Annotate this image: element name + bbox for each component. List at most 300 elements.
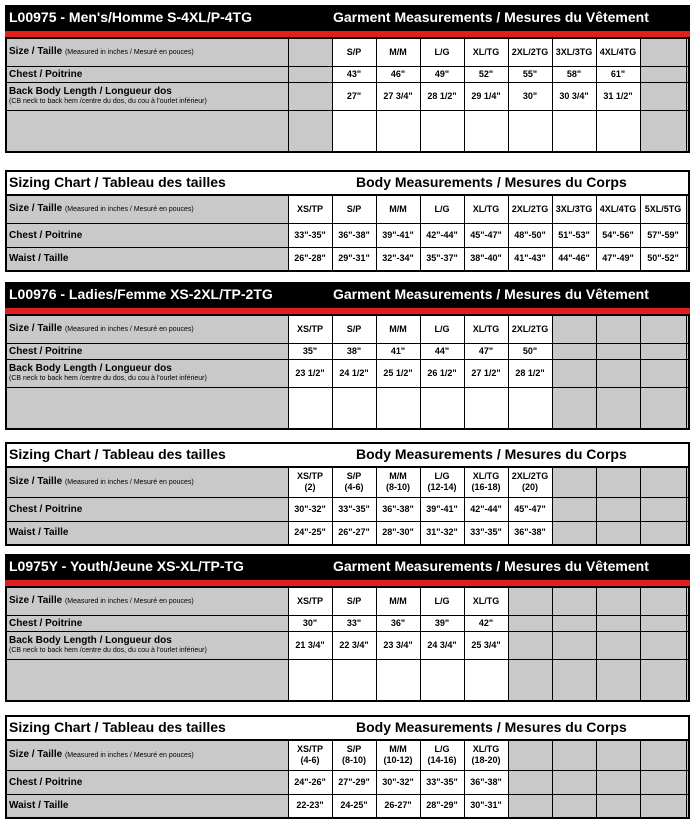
measurement-value — [552, 770, 596, 794]
size-label: Size / Taille — [9, 749, 63, 761]
spacer-cell — [508, 659, 552, 701]
size-header-cell — [420, 587, 464, 615]
measurement-value: 52" — [464, 66, 508, 82]
size-header-cell — [420, 315, 464, 343]
measurement-value: 44"-46" — [552, 247, 596, 271]
size-header-cell — [596, 467, 640, 497]
body-measurement-table — [5, 466, 690, 546]
spacer-cell — [596, 110, 640, 152]
body-measurement-table — [5, 739, 690, 819]
spacer-cell — [508, 110, 552, 152]
measurement-heading: Body Measurements / Mesures du Corps — [356, 446, 627, 462]
measurement-heading: Body Measurements / Mesures du Corps — [356, 174, 627, 190]
measurement-value — [596, 359, 640, 387]
row-label: Waist / Taille — [9, 527, 69, 539]
measurement-value: 41"-43" — [508, 247, 552, 271]
measurement-value: 36"-38" — [376, 497, 420, 521]
size-header-cell — [596, 315, 640, 343]
row-label: Back Body Length / Longueur dos — [9, 635, 172, 646]
measurement-value: 45"-47" — [464, 223, 508, 247]
spacer-row — [6, 659, 689, 701]
size-header-cell — [596, 587, 640, 615]
measurement-value: 43" — [332, 66, 376, 82]
size-range: (10-12) — [383, 755, 413, 766]
measurement-row — [6, 521, 689, 545]
measurement-value — [552, 794, 596, 818]
size-header-cell — [508, 315, 552, 343]
measurement-value: 23 3/4" — [376, 631, 420, 659]
size-name: XS/TP — [296, 323, 323, 334]
size-header-cell — [508, 38, 552, 66]
size-range: (4-6) — [344, 482, 364, 493]
spacer-cell — [464, 110, 508, 152]
spacer-row — [6, 387, 689, 429]
size-range: (20) — [521, 482, 538, 493]
measurement-row — [6, 343, 689, 359]
size-header-cell — [464, 587, 508, 615]
garment-header — [5, 5, 690, 37]
chart-section-garment — [5, 554, 690, 702]
measurement-value: 36" — [376, 615, 420, 631]
measurement-value — [640, 615, 686, 631]
size-name: 4XL/4TG — [599, 46, 637, 57]
measurement-value — [596, 343, 640, 359]
size-header-cell — [376, 315, 420, 343]
measurement-value: 25 3/4" — [464, 631, 508, 659]
size-header-row — [6, 38, 689, 66]
measurement-heading: Garment Measurements / Mesures du Vêtement — [333, 286, 649, 302]
size-header-cell — [640, 587, 686, 615]
size-header-cell — [508, 195, 552, 223]
measurement-value: 42" — [464, 615, 508, 631]
size-header-cell — [552, 467, 596, 497]
measurement-value: 44" — [420, 343, 464, 359]
size-name: M/M — [389, 744, 407, 755]
size-header-cell — [332, 587, 376, 615]
size-name: S/P — [346, 203, 362, 214]
spacer-cell — [640, 110, 686, 152]
measurement-value: 42"-44" — [464, 497, 508, 521]
size-header-cell — [288, 740, 332, 770]
spacer-cell — [686, 387, 689, 429]
measurement-value: 25 1/2" — [376, 359, 420, 387]
spacer-row — [6, 110, 689, 152]
sizing-chart-title: Sizing Chart / Tableau des tailles — [9, 174, 226, 190]
row-label-cell — [6, 521, 288, 545]
row-label-cell — [6, 82, 288, 110]
measurement-value: 30"-32" — [376, 770, 420, 794]
size-name: M/M — [389, 471, 407, 482]
garment-header — [5, 282, 690, 314]
measurement-value: 24 3/4" — [420, 631, 464, 659]
size-header-cell — [332, 740, 376, 770]
spacer-cell — [376, 659, 420, 701]
size-header-cell — [288, 315, 332, 343]
size-header-row — [6, 195, 689, 223]
size-name: XS/TP — [296, 744, 323, 755]
size-name: L/G — [434, 323, 450, 334]
measurement-value — [508, 770, 552, 794]
size-name: L/G — [434, 203, 450, 214]
size-header-row — [6, 467, 689, 497]
measurement-value — [640, 521, 686, 545]
spacer-cell — [420, 387, 464, 429]
empty-cell — [686, 315, 689, 343]
measurement-value: 27 3/4" — [376, 82, 420, 110]
spacer-cell — [332, 659, 376, 701]
measurement-value: 33" — [332, 615, 376, 631]
measurement-value: 35"-37" — [420, 247, 464, 271]
measurement-value — [552, 343, 596, 359]
size-header-cell — [464, 195, 508, 223]
empty-cell — [686, 82, 689, 110]
row-label-cell — [6, 247, 288, 271]
size-header-cell — [552, 587, 596, 615]
measurement-value: 31"-32" — [420, 521, 464, 545]
measurement-value: 41" — [376, 343, 420, 359]
size-name: XS/TP — [296, 203, 323, 214]
size-name: M/M — [389, 46, 407, 57]
size-name: XL/TG — [472, 744, 500, 755]
measurement-value: 30"-32" — [288, 497, 332, 521]
size-header-cell — [464, 38, 508, 66]
spacer-cell — [376, 387, 420, 429]
size-name: 2XL/2TG — [511, 323, 549, 334]
measurement-value — [596, 615, 640, 631]
measurement-value: 31 1/2" — [596, 82, 640, 110]
size-label: Size / Taille — [9, 46, 63, 58]
measurement-value: 30"-31" — [464, 794, 508, 818]
sizing-chart-title: Sizing Chart / Tableau des tailles — [9, 719, 226, 735]
size-range: (8-10) — [385, 482, 410, 493]
size-note: (Measured in inches / Mesuré en pouces) — [64, 752, 194, 760]
row-label-cell — [6, 794, 288, 818]
spacer-cell — [420, 659, 464, 701]
measurement-value: 26"-28" — [288, 247, 332, 271]
measurement-value — [552, 631, 596, 659]
spacer-cell — [686, 659, 689, 701]
measurement-value — [640, 343, 686, 359]
measurement-value: 27 1/2" — [464, 359, 508, 387]
measurement-value: 39"-41" — [420, 497, 464, 521]
size-label-cell — [6, 38, 288, 66]
size-note: (Measured in inches / Mesuré en pouces) — [64, 49, 194, 57]
size-header-cell — [640, 195, 686, 223]
empty-cell — [686, 497, 689, 521]
measurement-value: 30" — [508, 82, 552, 110]
measurement-value: 26"-27" — [332, 521, 376, 545]
measurement-value: 30" — [288, 615, 332, 631]
measurement-value: 24-25" — [332, 794, 376, 818]
size-name: M/M — [389, 595, 407, 606]
size-header-cell — [508, 587, 552, 615]
empty-cell — [686, 587, 689, 615]
size-note: (Measured in inches / Mesuré en pouces) — [64, 206, 194, 214]
row-label: Waist / Taille — [9, 800, 69, 812]
spacer-cell — [596, 387, 640, 429]
chart-section-body — [5, 442, 690, 546]
size-label-cell — [6, 740, 288, 770]
chart-section-garment — [5, 5, 690, 153]
measurement-value: 51"-53" — [552, 223, 596, 247]
measurement-row — [6, 615, 689, 631]
empty-cell — [686, 740, 689, 770]
measurement-value: 36"-38" — [508, 521, 552, 545]
measurement-value: 26 1/2" — [420, 359, 464, 387]
empty-cell — [686, 467, 689, 497]
size-header-row — [6, 587, 689, 615]
measurement-value — [596, 770, 640, 794]
row-note: (CB neck to back hem /centre du dos, du cou à l'ourlet inférieur) — [9, 647, 207, 654]
measurement-value — [640, 631, 686, 659]
measurement-value — [596, 497, 640, 521]
measurement-value: 28 1/2" — [420, 82, 464, 110]
measurement-value: 38" — [332, 343, 376, 359]
measurement-row — [6, 66, 689, 82]
size-header-cell — [552, 740, 596, 770]
measurement-value — [508, 615, 552, 631]
spacer-cell — [552, 387, 596, 429]
measurement-heading: Body Measurements / Mesures du Corps — [356, 719, 627, 735]
row-label-cell — [6, 615, 288, 631]
measurement-value — [288, 66, 332, 82]
sizing-chart-title: Sizing Chart / Tableau des tailles — [9, 446, 226, 462]
spacer-cell — [464, 659, 508, 701]
measurement-value — [640, 794, 686, 818]
empty-cell — [686, 631, 689, 659]
size-name: 4XL/4TG — [599, 203, 637, 214]
style-title: L00975 - Men's/Homme S-4XL/P-4TG — [9, 9, 252, 25]
size-header-cell — [640, 315, 686, 343]
row-label: Chest / Poitrine — [9, 617, 83, 629]
size-range: (18-20) — [471, 755, 501, 766]
measurement-value: 29 1/4" — [464, 82, 508, 110]
spacer-cell — [332, 110, 376, 152]
measurement-value: 57"-59" — [640, 223, 686, 247]
size-header-cell — [640, 740, 686, 770]
size-name: 5XL/5TG — [644, 203, 682, 214]
size-name: XS/TP — [296, 595, 323, 606]
size-header-cell — [420, 467, 464, 497]
spacer-cell — [552, 110, 596, 152]
size-name: 2XL/2TG — [511, 203, 549, 214]
size-header-cell — [508, 467, 552, 497]
row-label-cell — [6, 66, 288, 82]
size-header-cell — [288, 467, 332, 497]
spacer-cell — [640, 659, 686, 701]
measurement-value: 50"-52" — [640, 247, 686, 271]
row-label: Chest / Poitrine — [9, 776, 83, 788]
size-range: (4-6) — [300, 755, 320, 766]
size-label-cell — [6, 315, 288, 343]
style-title: L00976 - Ladies/Femme XS-2XL/TP-2TG — [9, 286, 273, 302]
measurement-value: 61" — [596, 66, 640, 82]
size-name: L/G — [434, 46, 450, 57]
size-header-cell — [420, 38, 464, 66]
empty-cell — [686, 247, 689, 271]
row-note: (CB neck to back hem /centre du dos, du cou à l'ourlet inférieur) — [9, 98, 207, 105]
measurement-value — [552, 359, 596, 387]
measurement-row — [6, 770, 689, 794]
size-label: Size / Taille — [9, 203, 63, 215]
size-note: (Measured in inches / Mesuré en pouces) — [64, 598, 194, 606]
size-header-cell — [332, 315, 376, 343]
body-header — [5, 715, 690, 739]
spacer-cell — [288, 110, 332, 152]
size-name: L/G — [434, 471, 450, 482]
garment-measurement-table — [5, 37, 690, 153]
size-range: (16-18) — [471, 482, 501, 493]
size-name: XL/TG — [472, 46, 500, 57]
measurement-value: 48"-50" — [508, 223, 552, 247]
size-name: L/G — [434, 595, 450, 606]
size-header-cell — [596, 38, 640, 66]
size-name: XL/TG — [472, 595, 500, 606]
spacer-cell — [552, 659, 596, 701]
size-header-cell — [552, 315, 596, 343]
size-name: 2XL/2TG — [511, 46, 549, 57]
spacer-cell — [508, 387, 552, 429]
measurement-value: 49" — [420, 66, 464, 82]
spacer-cell — [376, 110, 420, 152]
row-label: Chest / Poitrine — [9, 68, 83, 80]
empty-cell — [686, 38, 689, 66]
chart-section-body — [5, 170, 690, 272]
measurement-value: 39"-41" — [376, 223, 420, 247]
size-label: Size / Taille — [9, 476, 63, 488]
measurement-value — [640, 82, 686, 110]
size-range: (14-16) — [427, 755, 457, 766]
body-header — [5, 170, 690, 194]
spacer-cell — [420, 110, 464, 152]
measurement-value: 36"-38" — [332, 223, 376, 247]
size-header-cell — [640, 467, 686, 497]
row-label-cell — [6, 223, 288, 247]
measurement-value — [596, 631, 640, 659]
size-name: XL/TG — [472, 323, 500, 334]
measurement-value — [596, 794, 640, 818]
size-header-cell — [332, 467, 376, 497]
row-label: Chest / Poitrine — [9, 503, 83, 515]
spacer-cell — [596, 659, 640, 701]
size-header-cell — [508, 740, 552, 770]
measurement-value: 38"-40" — [464, 247, 508, 271]
size-header-cell — [596, 740, 640, 770]
body-header — [5, 442, 690, 466]
measurement-value: 28"-30" — [376, 521, 420, 545]
size-header-cell — [420, 740, 464, 770]
size-header-cell — [596, 195, 640, 223]
size-header-cell — [376, 587, 420, 615]
measurement-value: 28"-29" — [420, 794, 464, 818]
measurement-value — [596, 521, 640, 545]
size-name: S/P — [346, 46, 362, 57]
size-header-cell — [464, 740, 508, 770]
measurement-value — [552, 497, 596, 521]
row-label: Back Body Length / Longueur dos — [9, 86, 172, 97]
size-name: S/P — [346, 744, 362, 755]
size-header-cell — [376, 740, 420, 770]
measurement-value: 32"-34" — [376, 247, 420, 271]
measurement-value: 24"-26" — [288, 770, 332, 794]
size-note: (Measured in inches / Mesuré en pouces) — [64, 326, 194, 334]
garment-header — [5, 554, 690, 586]
measurement-heading: Garment Measurements / Mesures du Vêtement — [333, 9, 649, 25]
size-range: (12-14) — [427, 482, 457, 493]
empty-cell — [686, 615, 689, 631]
spacer-cell — [288, 659, 332, 701]
size-header-cell — [288, 38, 332, 66]
measurement-value — [552, 521, 596, 545]
spacer-label-cell — [6, 110, 288, 152]
size-note: (Measured in inches / Mesuré en pouces) — [64, 479, 194, 487]
size-header-row — [6, 740, 689, 770]
measurement-value: 33"-35" — [288, 223, 332, 247]
measurement-heading: Garment Measurements / Mesures du Vêtement — [333, 558, 649, 574]
size-header-cell — [332, 38, 376, 66]
measurement-value: 33"-35" — [464, 521, 508, 545]
empty-cell — [686, 794, 689, 818]
row-label: Chest / Poitrine — [9, 229, 83, 241]
empty-cell — [686, 195, 689, 223]
size-label-cell — [6, 195, 288, 223]
measurement-row — [6, 497, 689, 521]
row-label-cell — [6, 359, 288, 387]
measurement-value: 42"-44" — [420, 223, 464, 247]
measurement-value — [640, 66, 686, 82]
size-label: Size / Taille — [9, 323, 63, 335]
spacer-label-cell — [6, 659, 288, 701]
size-header-cell — [640, 38, 686, 66]
measurement-value: 21 3/4" — [288, 631, 332, 659]
garment-measurement-table — [5, 314, 690, 430]
style-title: L0975Y - Youth/Jeune XS-XL/TP-TG — [9, 558, 244, 574]
size-header-cell — [376, 195, 420, 223]
row-label: Back Body Length / Longueur dos — [9, 363, 172, 374]
size-header-cell — [464, 315, 508, 343]
size-header-cell — [376, 467, 420, 497]
size-header-cell — [288, 587, 332, 615]
garment-measurement-table — [5, 586, 690, 702]
measurement-value — [640, 497, 686, 521]
row-label: Chest / Poitrine — [9, 345, 83, 357]
size-name: XS/TP — [296, 471, 323, 482]
size-header-row — [6, 315, 689, 343]
size-name: 3XL/3TG — [555, 203, 593, 214]
size-header-cell — [552, 38, 596, 66]
size-name: S/P — [346, 323, 362, 334]
size-name: L/G — [434, 744, 450, 755]
size-header-cell — [552, 195, 596, 223]
measurement-value: 22 3/4" — [332, 631, 376, 659]
size-label-cell — [6, 467, 288, 497]
size-name: XL/TG — [472, 203, 500, 214]
measurement-value — [508, 631, 552, 659]
size-label-cell — [6, 587, 288, 615]
row-label-cell — [6, 343, 288, 359]
measurement-value: 23 1/2" — [288, 359, 332, 387]
measurement-value: 27" — [332, 82, 376, 110]
size-name: XL/TG — [472, 471, 500, 482]
measurement-value — [640, 359, 686, 387]
measurement-row — [6, 247, 689, 271]
measurement-value: 22-23" — [288, 794, 332, 818]
measurement-row — [6, 631, 689, 659]
size-name: 2XL/2TG — [511, 471, 549, 482]
measurement-value: 35" — [288, 343, 332, 359]
measurement-value: 24 1/2" — [332, 359, 376, 387]
measurement-value: 36"-38" — [464, 770, 508, 794]
